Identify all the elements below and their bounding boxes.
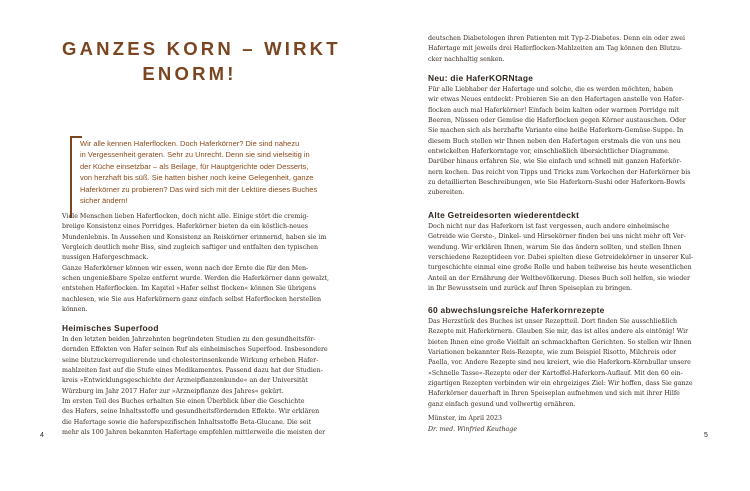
body-paragraph-rezepte: Das Herzstück des Buches ist unser Rezeptteil. Dort finden Sie ausschließlich Rezepte mit Haferkörnern. Glauben Sie mir, das ist alles andere als eintönig! Wir bieten Ihnen eine große Vielfalt an schmackhaften Gerichten. So stellen wir Ihnen Variationen bekannter Reis-Rezepte, wie zum Beispiel Risotto, Milchreis oder Paella, vor. Andere Rezepte sind neu kreiert, wie die Haferkorn-Körnbullar unsere »Schnelle Tasse«-Rezepte oder der Kartoffel-Haferkorn-Auflauf. Mit den 60 ein- zigartigen Rezepten verbinden wir ein ehrgeiziges Ziel: Wir hoffen, dass Sie ganze Haferkörner dauerhaft in Ihren Speiseplan aufnehmen und sich mit ihrer Hilfe ganz einfach gesund und vollwertig ernähren. bbox=[428, 318, 693, 408]
section-heading-superfood: Heimisches Superfood bbox=[62, 323, 159, 333]
lead-paragraph: Wir alle kennen Haferflocken. Doch Haferkörner? Die sind nahezu in Vergessenheit geraten. Sehr zu Unrecht. Denn sie sind vielseitig in der Küche einsetzbar – als Beilage, für Hauptgerichte oder Desserts, von herzhaft bis süß. Sie hatten bisher noch keine Gelegenheit, ganze Haferkörner zu probieren? Das wird sich mit der Lektüre dieses Buches sicher ändern! bbox=[80, 139, 318, 206]
section-heading-haferkorntage: Neu: die HaferKORNtage bbox=[428, 73, 534, 83]
body-paragraph-superfood: In den letzten beiden Jahrzehnten begründeten Studien zu den gesundheitsför- dernden Effekten von Hafer seinen Ruf als einheimisches Superfood. Insbesondere seine blutzuckerregulierende und cholesterinsenkende Wirkung erheben Hafer- mahlzeiten fast auf die Stufe eines Medikamentes. Passend dazu hat der Studien- kreis »Entwicklungsgeschichte der Arzneipflanzenkunde« an der Universität Würzburg im Jahr 2017 Hafer zur »Arzneipflanze des Jahres« gekürt. Im ersten Teil des Buches erhalten Sie einen Überblick über die Geschichte des Hafers, seine Inhaltsstoffe und gesundheitsfördernden Effekte. Wir erklären die Hafertage sowie die haferspezifischen Inhaltsstoffe Beta-Glucane. Die seit mehr als 100 Jahren bekannten Hafertage empfehlen mittlerweile die meisten der bbox=[62, 336, 328, 437]
page-number-right: 5 bbox=[704, 432, 708, 439]
right-page bbox=[375, 0, 750, 491]
section-heading-getreidesorten: Alte Getreidesorten wiederentdeckt bbox=[428, 210, 580, 220]
section-heading-rezepte: 60 abwechslungsreiche Haferkornrezepte bbox=[428, 305, 605, 315]
page-number-left: 4 bbox=[40, 432, 44, 439]
body-paragraph-getreidesorten: Doch nicht nur das Haferkorn ist fast vergessen, auch andere einheimische Getreide wie Gerste-, Dinkel- und Hirsekörner finden bei uns nicht mehr oft Ver- wendung. Wir erklären Ihnen, warum Sie das ändern sollten, und stellen Ihnen verschiedene Rezeptideen vor. Dabei spielten diese Getreidekörner in unserer Kul- turgeschichte einmal eine große Rolle und haben teilweise bis heute wesentlichen Anteil an der Ernährung der Weltbevölkerung. Dieses Buch soll helfen, sie wieder in Ihr Bewusstsein und zurück auf Ihren Speiseplan zu bringen. bbox=[428, 223, 694, 293]
chapter-title bbox=[62, 36, 341, 86]
place-date: Münster, im April 2023 bbox=[428, 415, 502, 422]
body-paragraph-intro: Viele Menschen lieben Haferflocken, doch nicht alle. Einige stört die cremig- breiige Konsistenz eines Porridges. Haferkörner bieten da ein köstlich-neues Mundenlebnis. In Aussehen und Konsistenz an Reiskörner erinnernd, haben sie im Vergleich deutlich mehr Biss, sind zugleich saftiger und entfalten den typischen nussigen Hafergeschmack. Ganze Haferkörner können wir essen, wenn nach der Ernte die für den Men- schen ungenießbare Spelze entfernt wurde. Werden die Haferkörner dann gewalzt, entstehen Haferflocken. Im Kapitel »Hafer selbst flocken« können Sie übrigens nachlesen, wie Sie aus Haferkörnern ganz einfach selbst Haferflocken herstellen können. bbox=[62, 213, 329, 314]
body-paragraph-haferkorntage: Für alle Liebhaber der Hafertage und solche, die es werden möchten, haben wir etwas Neues entdeckt: Probieren Sie an den Hafertagen anstelle von Hafer- flocken auch mal Haferkörner! Einfach beim kalten oder warmen Porridge mit Beeren, Nüssen oder Gemüse die Haferflocken gegen Körner austauschen. Oder Sie machen sich als herzhafte Variante eine heiße Haferkorn-Gemüse-Suppe. In diesem Buch stellen wir Ihnen neben den Hafertagen erstmals die von uns neu entwickelten Haferkorntage vor, einschließlich übersichtlicher Diagramme. Darüber hinaus erfahren Sie, wie Sie einfach und schnell mit ganzen Haferkör- nern kochen. Das reicht von Tipps und Tricks zum Vorkochen der Haferkörner bis zu detaillierten Beschreibungen, wie Sie Haferkorn-Sushi oder Haferkorn-Bowls zubereiten. bbox=[428, 86, 691, 197]
body-paragraph-continued: deutschen Diabetologen ihren Patienten mit Typ-2-Diabetes. Denn ein oder zwei Hafertage mit jeweils drei Haferflocken-Mahlzeiten am Tag können den Blutzu- cker nachhaltig senken. bbox=[428, 35, 685, 63]
chapter-title-line-2: ENORM! bbox=[142, 63, 237, 84]
author-signoff: Dr. med. Winfried Keuthage bbox=[428, 426, 518, 433]
chapter-title-line-1: GANZES KORN – WIRKT bbox=[62, 38, 341, 59]
